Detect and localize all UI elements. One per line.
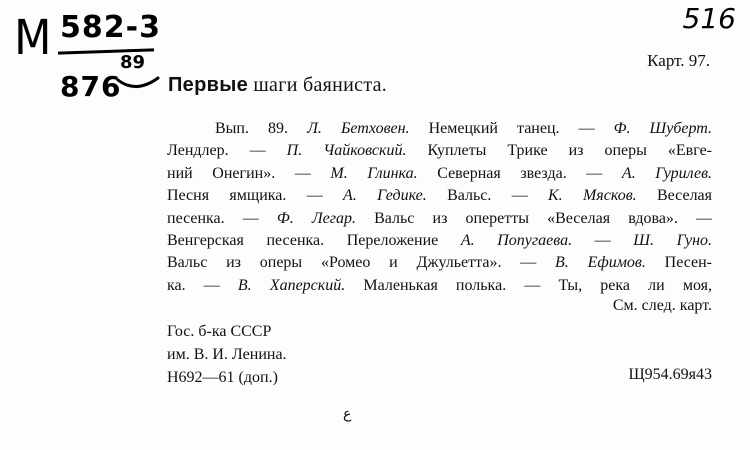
composer-name: А. Гедике. [343, 187, 427, 205]
handwritten-shelf-top: 582-3 [60, 10, 161, 45]
composer-name: П. Чайковский. [286, 142, 407, 160]
contents-line [167, 118, 712, 140]
contents-text: Вальс из оперы «Ромео и Джульетта». — [167, 254, 556, 272]
library-line: Гос. б-ка СССР [167, 323, 272, 340]
contents-text: Маленькая полька. — Ты, река ли моя, [345, 276, 713, 294]
contents-line [167, 140, 712, 162]
title-bold-word: Первые [168, 74, 249, 96]
contents-line [167, 185, 712, 207]
composer-name: К. Мясков. [548, 187, 637, 205]
contents-text: песенка. — [167, 209, 277, 227]
contents-text: Песня ямщика. — [167, 187, 344, 205]
handwritten-swoosh-icon [116, 76, 160, 92]
composer-name: А. Гурилев. [621, 164, 713, 182]
composer-name: М. Глинка. [330, 164, 418, 182]
composer-name: В. Хаперский. [237, 276, 346, 294]
contents-text: Вальс. — [426, 187, 549, 205]
call-number: Щ954.69я43 [628, 366, 712, 383]
contents-text: — [572, 232, 634, 250]
contents-text: Лендлер. — [167, 142, 287, 160]
library-imprint [167, 320, 287, 389]
contents-text: Вып. 89. [215, 120, 308, 137]
contents-text: ний Онегин». — [167, 164, 331, 182]
contents-text: Немецкий танец. — [409, 120, 614, 137]
handwritten-corner-number: 516 [682, 2, 736, 35]
handwritten-mark: ع [343, 406, 352, 422]
contents-text: Венгерская песенка. Переложение [167, 232, 461, 250]
contents-line [167, 252, 712, 274]
composer-name: Ш. Гуно. [633, 232, 713, 250]
composer-name: Л. Бетховен. [307, 120, 410, 137]
card-number: Карт. 97. [647, 51, 710, 70]
contents-line [167, 230, 712, 252]
contents-text: Северная звезда. — [417, 164, 622, 182]
contents-text: Веселая [636, 187, 713, 205]
contents-line [167, 275, 712, 297]
composer-name: Ф. Легар. [276, 209, 357, 227]
title-rest: шаги баяниста. [248, 74, 388, 96]
library-line: им. В. И. Ленина. [167, 346, 287, 363]
see-next-card: См. след. карт. [612, 297, 712, 314]
handwritten-shelf-superscript: 89 [120, 52, 146, 73]
book-title [168, 74, 387, 97]
composer-name: В. Ефимов. [555, 254, 646, 272]
composer-name: А. Попугаева. [460, 232, 573, 250]
contents-text: ка. — [167, 276, 238, 294]
handwritten-shelf-bottom: 876 [60, 70, 122, 103]
contents-text: Куплеты Трике из оперы «Евге- [406, 142, 713, 160]
composer-name: Ф. Шуберт. [613, 120, 713, 137]
contents-line [167, 163, 712, 185]
contents-text: Вальс из оперетты «Веселая вдова». — [356, 209, 713, 227]
contents-text: Песен- [645, 254, 713, 272]
contents-paragraph [167, 118, 712, 297]
contents-line [167, 208, 712, 230]
library-line: Н692—61 (доп.) [167, 369, 278, 386]
handwritten-shelf-letter: М [14, 10, 52, 66]
